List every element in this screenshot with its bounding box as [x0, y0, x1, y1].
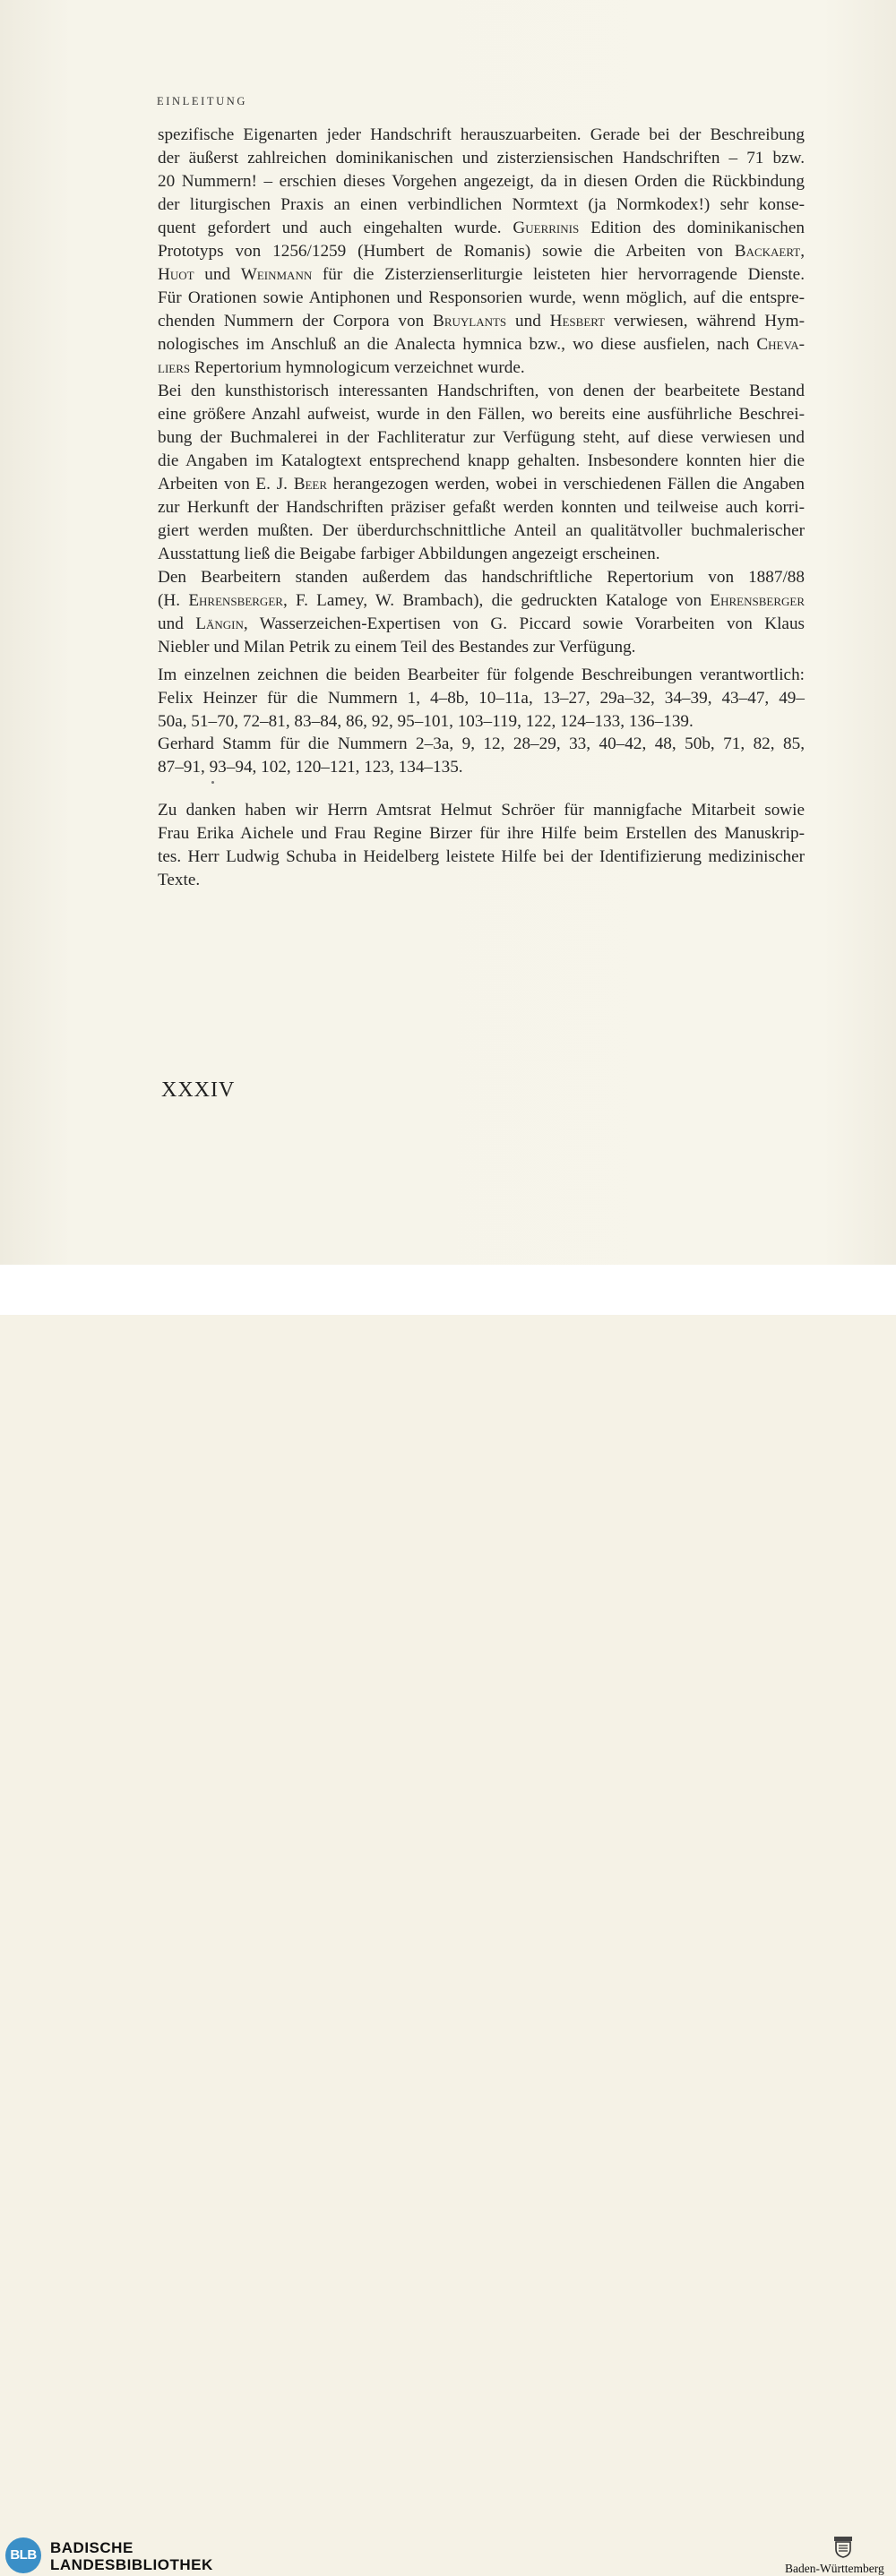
text-line: spezifische Eigenarten jeder Handschrift herauszuarbeiten. Gerade bei der Beschreibung	[158, 125, 805, 144]
text-line: Für Orationen sowie Antiphonen und Responsorien wurde, wenn möglich, auf die entspre-	[158, 288, 805, 307]
text-line: der liturgischen Praxis an einen verbindlichen Normtext (ja Normkodex!) sehr konse-	[158, 195, 805, 214]
text-line: eine größere Anzahl aufweist, wurde in den Fällen, wo bereits eine ausführliche Beschrei-	[158, 405, 805, 424]
text-line: Prototyps von 1256/1259 (Humbert de Romanis) sowie die Arbeiten von Backaert,	[158, 242, 805, 261]
ink-speck	[211, 781, 214, 784]
state-label: Baden-Württemberg	[785, 2562, 884, 2575]
text-line: Zu danken haben wir Herrn Amtsrat Helmut Schröer für mannigfache Mitarbeit sowie	[158, 801, 805, 820]
text-line: Den Bearbeitern standen außerdem das handschriftliche Repertorium von 1887/88	[158, 568, 805, 587]
text-line: chenden Nummern der Corpora von Bruylants und Hesbert verwiesen, während Hym-	[158, 312, 806, 331]
book-page	[0, 0, 896, 1265]
text-line: bung der Buchmalerei in der Fachliteratur zur Verfügung steht, auf diese verwiesen und	[158, 428, 805, 447]
text-line: nologisches im Anschluß an die Analecta hymnica bzw., wo diese ausfielen, nach Cheva-	[158, 335, 805, 354]
bleed-through-shadow	[161, 860, 806, 1057]
text-line: (H. Ehrensberger, F. Lamey, W. Brambach), die gedruckten Kataloge von Ehrensberger	[158, 591, 805, 610]
paragraph-art-history	[158, 380, 805, 566]
state-crest-icon	[831, 2535, 855, 2558]
text-line: die Angaben im Katalogtext entsprechend knapp gehalten. Insbesondere konnten hier die	[158, 451, 805, 470]
text-line: Bei den kunsthistorisch interessanten Handschriften, von denen der bearbeitete Bestand	[158, 382, 805, 400]
text-line: giert werden mußten. Der überdurchschnittliche Anteil an qualitätvoller buchmalerischer	[158, 521, 805, 540]
library-name-line2: LANDESBIBLIOTHEK	[50, 2556, 213, 2573]
text-line: 50a, 51–70, 72–81, 83–84, 86, 92, 95–101, 103–119, 122, 124–133, 136–139.	[158, 712, 694, 731]
text-line: liers Repertorium hymnologicum verzeichnet wurde.	[158, 358, 525, 377]
text-line: 87–91, 93–94, 102, 120–121, 123, 134–135.	[158, 758, 463, 777]
page-number: XXXIV	[161, 1078, 236, 1102]
library-name[interactable]	[50, 2539, 213, 2573]
paragraph-responsibility-heinzer	[158, 664, 805, 734]
text-line: Texte.	[158, 871, 201, 889]
paragraph-responsibility-stamm	[158, 733, 805, 779]
text-line: und Längin, Wasserzeichen-Expertisen von G. Piccard sowie Vorarbeiten von Klaus	[158, 614, 806, 633]
viewer-footer	[0, 1265, 896, 2575]
text-line: Ausstattung ließ die Beigabe farbiger Abbildungen angezeigt erscheinen.	[158, 545, 660, 563]
paragraph-method	[158, 124, 805, 380]
blb-logo-icon[interactable]: BLB	[5, 2537, 41, 2573]
text-line: quent gefordert und auch eingehalten wurde. Guerrinis Edition des dominikanischen	[158, 219, 805, 237]
text-line: Gerhard Stamm für die Nummern 2–3a, 9, 12, 28–29, 33, 40–42, 48, 50b, 71, 82, 85,	[158, 734, 805, 753]
text-line: Arbeiten von E. J. Beer herangezogen werden, wobei in verschiedenen Fällen die Angaben	[158, 475, 805, 494]
text-line: Felix Heinzer für die Nummern 1, 4–8b, 10–11a, 13–27, 29a–32, 34–39, 43–47, 49–	[158, 689, 805, 708]
text-line: Niebler und Milan Petrik zu einem Teil des Bestandes zur Verfügung.	[158, 638, 636, 657]
paragraph-sources	[158, 566, 805, 659]
text-line: zur Herkunft der Handschriften präziser gefaßt werden konnten und teilweise auch korri-	[158, 498, 805, 517]
text-line: der äußerst zahlreichen dominikanischen und zisterziensischen Handschriften – 71 bzw.	[158, 149, 805, 167]
text-line: Frau Erika Aichele und Frau Regine Birzer für ihre Hilfe beim Erstellen des Manuskrip-	[158, 824, 805, 843]
text-line: Huot und Weinmann für die Zisterzienserliturgie leisteten hier hervorragende Dienste.	[158, 265, 805, 284]
library-name-line1: BADISCHE	[50, 2539, 134, 2556]
text-line: Im einzelnen zeichnen die beiden Bearbeiter für folgende Beschreibungen verantwortlich:	[158, 665, 805, 684]
text-line: tes. Herr Ludwig Schuba in Heidelberg leistete Hilfe bei der Identifizierung medizinischer	[158, 847, 805, 866]
running-head: EINLEITUNG	[157, 95, 247, 107]
text-line: 20 Nummern! – erschien dieses Vorgehen angezeigt, da in diesen Orden die Rückbindung	[158, 172, 805, 191]
